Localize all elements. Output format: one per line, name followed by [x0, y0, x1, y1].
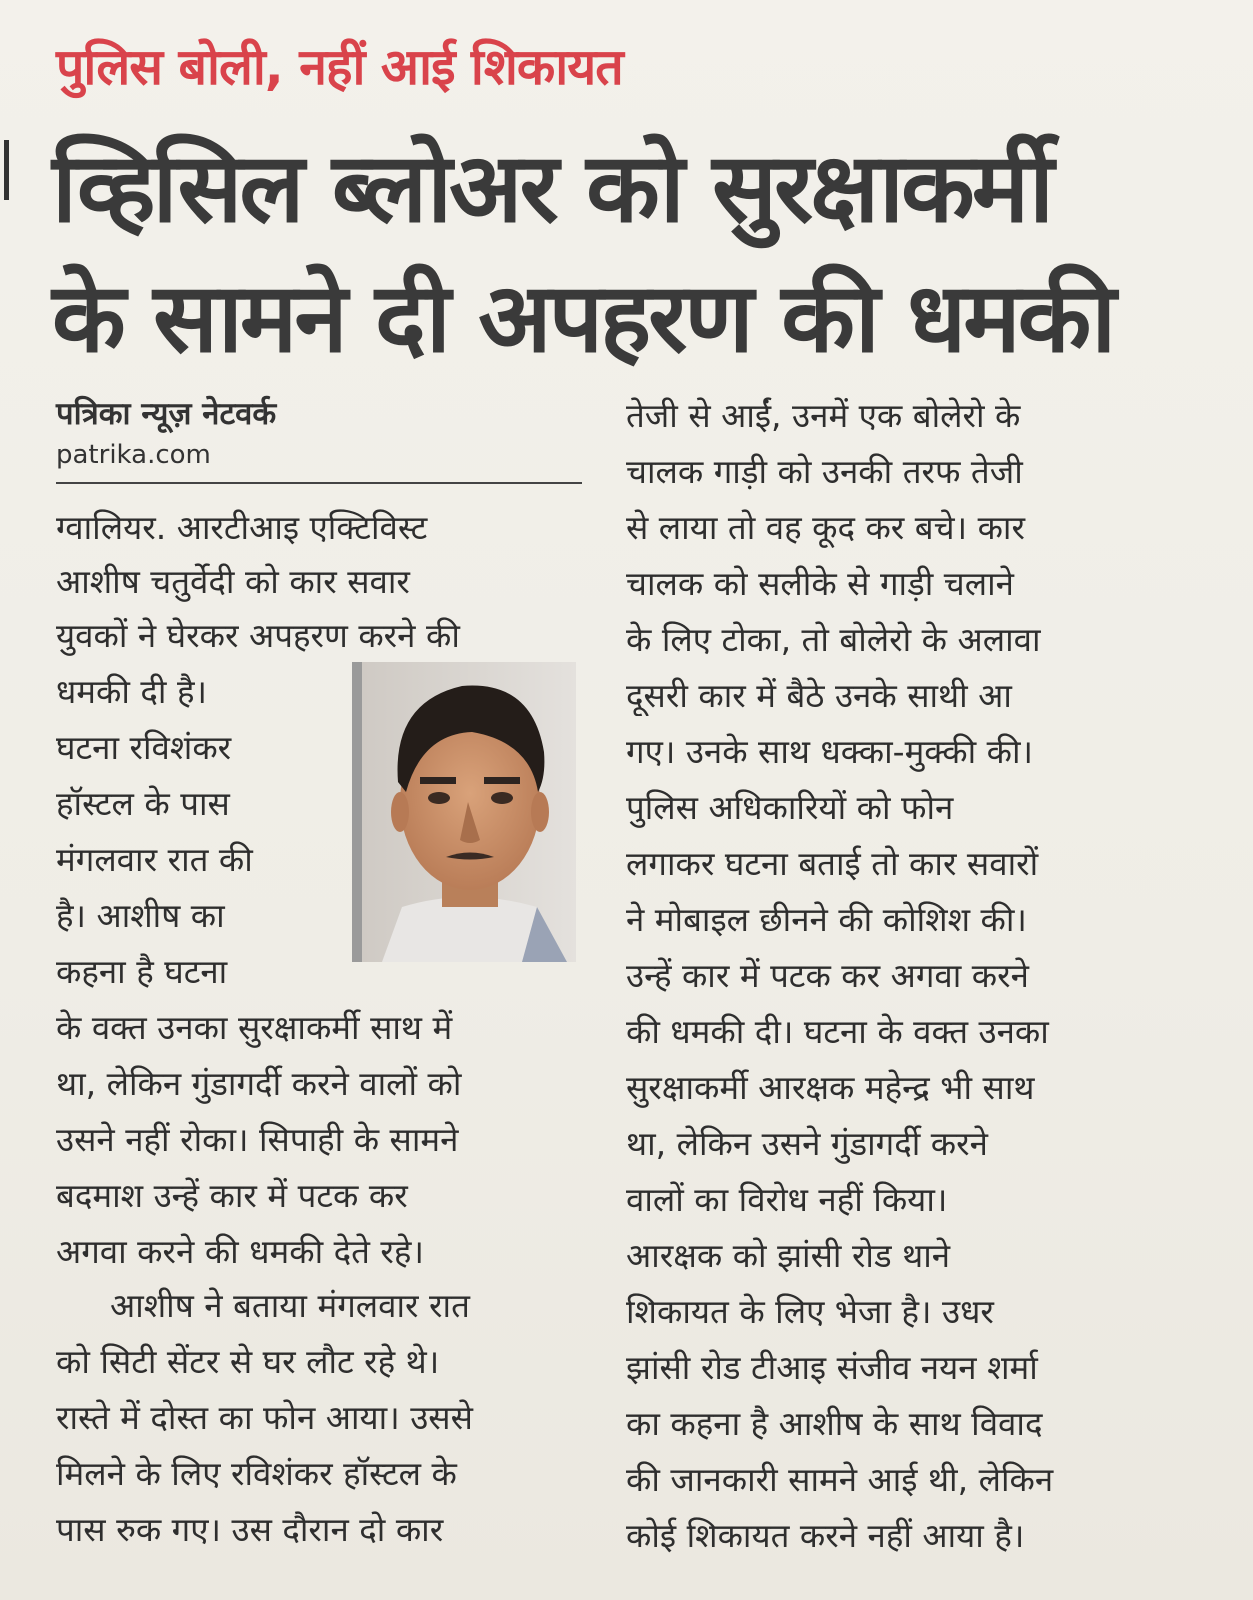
right-line: कोई शिकायत करने नहीं आया है।: [626, 1516, 1025, 1555]
left-line: कहना है घटना: [56, 952, 228, 991]
right-line: तेजी से आईं, उनमें एक बोलेरो के: [626, 396, 1021, 435]
left-line: है। आशीष का: [56, 896, 225, 935]
left-line: के वक्त उनका सुरक्षाकर्मी साथ में: [56, 1008, 453, 1047]
right-line: शिकायत के लिए भेजा है। उधर: [626, 1292, 994, 1331]
kicker-headline: पुलिस बोली, नहीं आई शिकायत: [56, 38, 623, 96]
right-line: से लाया तो वह कूद कर बचे। कार: [626, 508, 1025, 547]
left-line: आशीष चतुर्वेदी को कार सवार: [56, 562, 410, 601]
left-line: धमकी दी है।: [56, 672, 207, 711]
portrait-image: [362, 662, 576, 962]
right-line: चालक को सलीके से गाड़ी चलाने: [626, 564, 1014, 603]
right-line: के लिए टोका, तो बोलेरो के अलावा: [626, 620, 1041, 659]
headline-line-1: व्हिसिल ब्लोअर को सुरक्षाकर्मी: [52, 132, 1052, 244]
byline-divider: [56, 482, 582, 484]
website-credit: patrika.com: [56, 440, 211, 470]
byline: पत्रिका न्यूज़ नेटवर्क: [56, 396, 277, 432]
left-line: हॉस्टल के पास: [56, 784, 230, 823]
left-line: आशीष ने बताया मंगलवार रात: [110, 1286, 470, 1325]
right-line: था, लेकिन उसने गुंडागर्दी करने: [626, 1124, 988, 1163]
person-photo: [352, 662, 576, 962]
right-line: झांसी रोड टीआइ संजीव नयन शर्मा: [626, 1348, 1038, 1387]
left-line: घटना रविशंकर: [56, 728, 232, 767]
margin-rule: [4, 140, 9, 200]
left-line: ग्वालियर. आरटीआइ एक्टिविस्ट: [56, 508, 428, 547]
left-line: रास्ते में दोस्त का फोन आया। उससे: [56, 1398, 473, 1437]
left-line: पास रुक गए। उस दौरान दो कार: [56, 1510, 444, 1549]
left-line: अगवा करने की धमकी देते रहे।: [56, 1232, 424, 1271]
left-line: बदमाश उन्हें कार में पटक कर: [56, 1176, 408, 1215]
left-line: मिलने के लिए रविशंकर हॉस्टल के: [56, 1454, 457, 1493]
right-line: सुरक्षाकर्मी आरक्षक महेन्द्र भी साथ: [626, 1068, 1035, 1107]
right-line: चालक गाड़ी को उनकी तरफ तेजी: [626, 452, 1023, 491]
right-line: गए। उनके साथ धक्का-मुक्की की।: [626, 732, 1034, 771]
right-line: की जानकारी सामने आई थी, लेकिन: [626, 1460, 1054, 1499]
right-line: की धमकी दी। घटना के वक्त उनका: [626, 1012, 1049, 1051]
left-line: मंगलवार रात की: [56, 840, 253, 879]
right-line: आरक्षक को झांसी रोड थाने: [626, 1236, 951, 1275]
right-line: वालों का विरोध नहीं किया।: [626, 1180, 948, 1219]
left-line: को सिटी सेंटर से घर लौट रहे थे।: [56, 1342, 440, 1381]
headline-line-2: के सामने दी अपहरण की धमकी: [52, 262, 1114, 374]
right-line: दूसरी कार में बैठे उनके साथी आ: [626, 676, 1012, 715]
left-line: था, लेकिन गुंडागर्दी करने वालों को: [56, 1064, 462, 1103]
left-line: युवकों ने घेरकर अपहरण करने की: [56, 616, 460, 655]
left-line: उसने नहीं रोका। सिपाही के सामने: [56, 1120, 459, 1159]
right-line: उन्हें कार में पटक कर अगवा करने: [626, 956, 1029, 995]
right-line: लगाकर घटना बताई तो कार सवारों: [626, 844, 1039, 883]
right-line: पुलिस अधिकारियों को फोन: [626, 788, 954, 827]
right-line: का कहना है आशीष के साथ विवाद: [626, 1404, 1043, 1443]
right-line: ने मोबाइल छीनने की कोशिश की।: [626, 900, 1027, 939]
